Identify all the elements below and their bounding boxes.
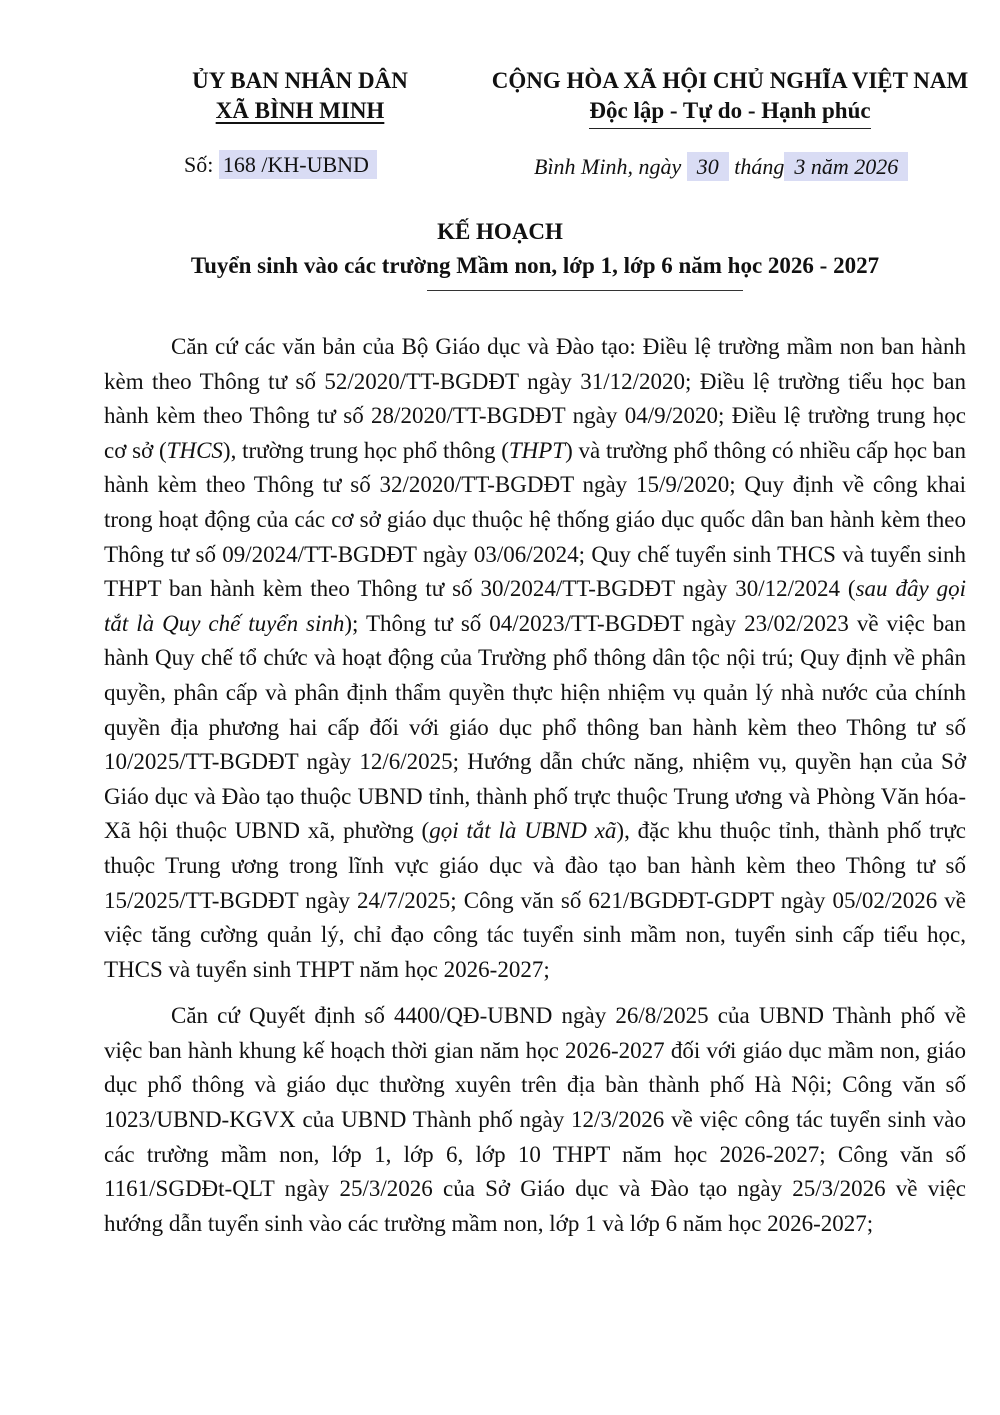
country-name: CỘNG HÒA XÃ HỘI CHỦ NGHĨA VIỆT NAM [491, 68, 969, 93]
date-place: Bình Minh, ngày [534, 154, 687, 179]
para1-italic-2: THPT [508, 437, 566, 463]
date-month: 3 [794, 154, 806, 179]
document-number [184, 150, 377, 180]
document-number-field [219, 150, 377, 179]
date-day: 30 [687, 152, 729, 181]
document-number-suffix: /KH-UBND [255, 152, 369, 177]
national-header [490, 66, 970, 126]
motto-row [490, 96, 970, 126]
document-number-prefix: Số: [184, 152, 219, 177]
para1-text-5: ), đặc khu thuộc tỉnh, thành phố trực thuộc Trung ương trong lĩnh vực giáo dục và đào tạo ban hành kèm theo Thông tư số 15/2025/TT-BGDĐT ngày 24/7/2025; Công văn số 621/BGDĐT-GDPT ngày 05/02/2026 về việc tăng cường quản lý, chỉ đạo công tác tuyển sinh mầm non, tuyển sinh cấp tiểu học, THCS và tuyển sinh THPT năm học 2026-2027; [104, 818, 966, 982]
issuing-authority [150, 66, 450, 126]
authority-line-2 [150, 96, 450, 126]
para1-text-4: ); Thông tư số 04/2023/TT-BGDĐT ngày 23/02/2023 về việc ban hành Quy chế tổ chức và hoạt động của Trường phổ thông dân tộc nội trú; Quy định về phân quyền, phân cấp và phân định thẩm quyền thực hiện nhiệm vụ quản lý nhà nước của chính quyền địa phương hai cấp đối với giáo dục phổ thông ban hành kèm theo Thông tư số 10/2025/TT-BGDĐT ngày 12/6/2025; Hướng dẫn chức năng, nhiệm vụ, quyền hạn của Sở Giáo dục và Đào tạo thuộc UBND tỉnh, thành phố trực thuộc Trung ương và Phòng Văn hóa-Xã hội thuộc UBND xã, phường ( [104, 610, 967, 844]
national-motto: Độc lập - Tự do - Hạnh phúc [589, 96, 870, 126]
document-date [534, 152, 908, 182]
para1-italic-3: sau đây gọi tắt là Quy chế tuyển sinh [104, 576, 966, 636]
para1-text-3: ) và trường phổ thông có nhiều cấp học ban hành kèm theo Thông tư số 32/2020/TT-BGDĐT ngày 15/9/2020; Quy định về công khai trong hoạt động của các cơ sở giáo dục thuộc hệ thống giáo dục quốc dân ban hành kèm theo Thông tư số 09/2024/TT-BGDĐT ngày 03/06/2024; Quy chế tuyển sinh THCS và tuyển sinh THPT ban hành kèm theo Thông tư số 30/2024/TT-BGDĐT ngày 30/12/2024 ( [104, 437, 966, 602]
para1-italic-1: THCS [166, 437, 223, 463]
para1-italic-4: gọi tắt là UBND xã [429, 818, 617, 844]
document-body [104, 330, 966, 1253]
para1-text-2: ), trường trung học phổ thông ( [222, 437, 509, 463]
date-month-field [784, 152, 908, 181]
authority-line-1: ỦY BAN NHÂN DÂN [192, 68, 408, 93]
paragraph-legal-basis-2: Căn cứ Quyết định số 4400/QĐ-UBND ngày 26/8/2025 của UBND Thành phố về việc ban hành khung kế hoạch thời gian năm học 2026-2027 đối với giáo dục mầm non, giáo dục phổ thông và giáo dục thường xuyên trên địa bàn thành phố Hà Nội; Công văn số 1023/UBND-KGVX của UBND Thành phố ngày 12/3/2026 về việc công tác tuyển sinh vào các trường mầm non, lớp 1, lớp 6, lớp 10 THPT năm học 2026-2027; Công văn số 1161/SGDĐt-QLT ngày 25/3/2026 của Sở Giáo dục và Đào tạo ngày 25/3/2026 về việc hướng dẫn tuyển sinh vào các trường mầm non, lớp 1 và lớp 6 năm học 2026-2027; [104, 1003, 966, 1236]
document-title: KẾ HOẠCH [437, 219, 563, 244]
document-subtitle: Tuyển sinh vào các trường Mầm non, lớp 1, lớp 6 năm học 2026 - 2027 [190, 253, 880, 278]
date-year: năm 2026 [805, 154, 899, 179]
document-number-value: 168 [222, 152, 256, 177]
para1-text-1: Căn cứ các văn bản của Bộ Giáo dục và Đào tạo: Điều lệ trường mầm non ban hành kèm theo Thông tư số 52/2020/TT-BGDĐT ngày 31/12/2020; Điều lệ trường tiểu học ban hành kèm theo Thông tư số 28/2020/TT-BGDĐT ngày 04/9/2020; Điều lệ trường trung học cơ sở ( [104, 334, 966, 463]
date-month-label: tháng [728, 154, 785, 179]
title-divider [427, 290, 743, 291]
authority-name: XÃ BÌNH MINH [215, 98, 385, 123]
paragraph-legal-basis-1 [104, 330, 966, 987]
